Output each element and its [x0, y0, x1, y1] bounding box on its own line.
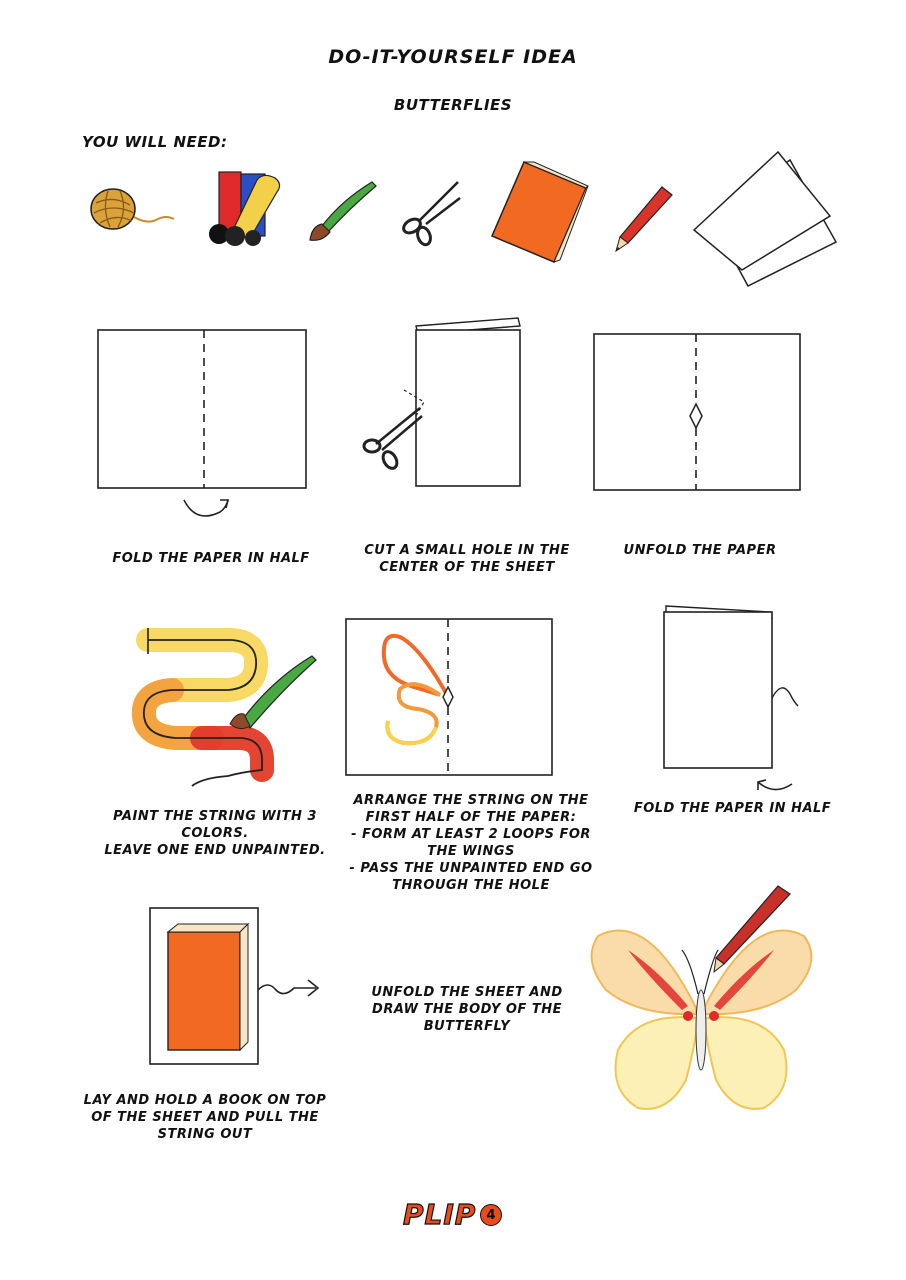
yarn-ball-icon: [88, 185, 178, 235]
paper-sheets-icon: [690, 150, 840, 290]
scissors-icon: [398, 180, 462, 246]
step-8-caption: UNFOLD THE SHEET AND DRAW THE BODY OF THE BUTTERFLY: [371, 985, 563, 1034]
step-5-illustration: [344, 617, 556, 779]
butterfly-illustration: [578, 880, 838, 1130]
step-2-illustration: [360, 316, 530, 488]
step-7-caption: LAY AND HOLD A BOOK ON TOP OF THE SHEET AND PULL THE STRING OUT: [83, 1093, 327, 1142]
logo-brand: PLIP: [403, 1198, 477, 1231]
book-icon: [490, 160, 590, 262]
step-2-caption: CUT A SMALL HOLE IN THE CENTER OF THE SHEET: [364, 543, 570, 575]
paintbrush-icon: [302, 178, 380, 246]
paint-tubes-icon: [205, 170, 285, 248]
step-1-caption: FOLD THE PAPER IN HALF: [112, 551, 310, 566]
materials-heading: YOU WILL NEED:: [82, 133, 228, 151]
plip-logo: [403, 1198, 503, 1232]
step-4-illustration: [132, 620, 322, 792]
page-title: DO-IT-YOURSELF IDEA: [328, 46, 578, 68]
logo-issue-badge: 4: [480, 1204, 502, 1226]
page-subtitle: BUTTERFLIES: [393, 96, 513, 114]
pencil-icon: [610, 185, 674, 255]
step-1-illustration: [96, 328, 310, 523]
step-4-caption: PAINT THE STRING WITH 3 COLORS. LEAVE ONE END UNPAINTED.: [104, 809, 326, 858]
step-3-caption: UNFOLD THE PAPER: [623, 543, 777, 558]
step-3-illustration: [592, 332, 804, 494]
step-6-caption: FOLD THE PAPER IN HALF: [633, 801, 832, 816]
step-6-illustration: [660, 602, 800, 802]
step-7-illustration: [148, 906, 328, 1068]
step-5-caption: ARRANGE THE STRING ON THE FIRST HALF OF THE PAPER: - FORM AT LEAST 2 LOOPS FOR THE WINGS - PASS THE UNPAINTED END GO THROUGH THE HOLE: [349, 793, 593, 893]
